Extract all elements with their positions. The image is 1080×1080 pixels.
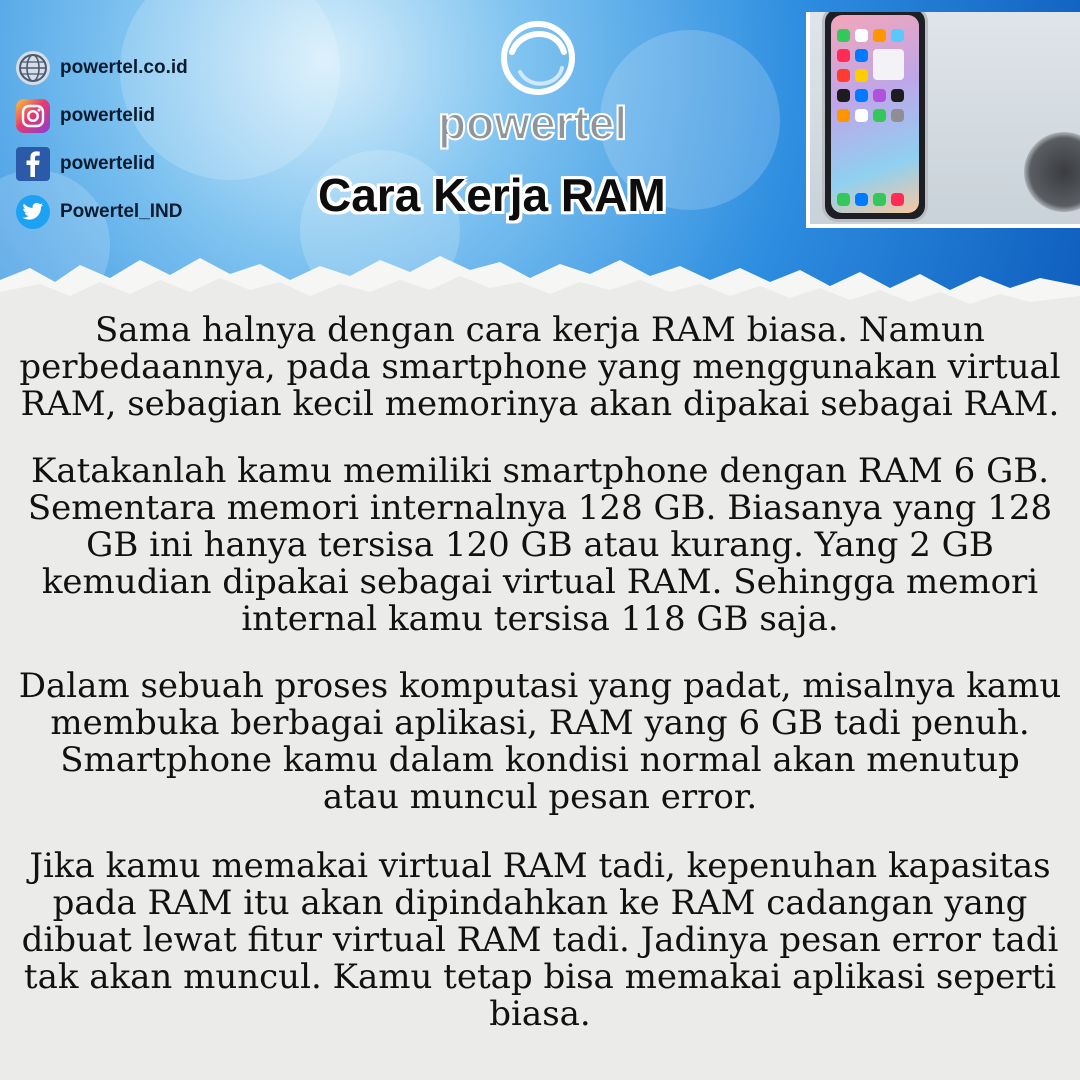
article-body bbox=[18, 312, 1062, 1063]
app-icon bbox=[855, 29, 868, 42]
dock-icon bbox=[855, 193, 868, 206]
facebook-icon bbox=[16, 147, 50, 181]
globe-icon bbox=[16, 51, 50, 85]
facebook-label: powertelid bbox=[60, 153, 156, 174]
microphone-foam bbox=[1024, 132, 1080, 212]
page-title: Cara Kerja RAM bbox=[318, 169, 666, 221]
app-icon bbox=[855, 109, 868, 122]
paragraph: Jika kamu memakai virtual RAM tadi, kepenuhan kapasitas pada RAM itu akan dipindahkan ke RAM cadangan yang dibuat lewat fitur virtual RAM tadi. Jadinya pesan error tadi tak akan muncul. Kamu tetap bisa memakai aplikasi seperti biasa. bbox=[21, 846, 1059, 1034]
phone-screen bbox=[831, 15, 919, 213]
app-icon bbox=[837, 49, 850, 62]
social-links bbox=[16, 44, 188, 236]
paragraph: Dalam sebuah proses komputasi yang padat, misalnya kamu membuka berbagai aplikasi, RAM yang 6 GB tadi penuh. Smartphone kamu dalam kondisi normal akan menutup atau muncul pesan error. bbox=[18, 666, 1062, 817]
social-twitter[interactable] bbox=[16, 188, 188, 236]
twitter-label: Powertel_IND bbox=[60, 201, 183, 222]
dock-icon bbox=[873, 193, 886, 206]
smartphone-photo bbox=[806, 12, 1080, 228]
app-icon bbox=[837, 69, 850, 82]
app-icon bbox=[891, 89, 904, 102]
social-website[interactable] bbox=[16, 44, 188, 92]
app-icon bbox=[891, 109, 904, 122]
torn-paper-edge bbox=[0, 230, 1080, 320]
app-icon bbox=[855, 89, 868, 102]
app-icon bbox=[873, 109, 886, 122]
paragraph: Katakanlah kamu memiliki smartphone dengan RAM 6 GB. Sementara memori internalnya 128 GB. Biasanya yang 128 GB ini hanya tersisa 120 GB atau kurang. Yang 2 GB kemudian dipakai sebagai virtual RAM. Sehingga memori internal kamu tersisa 118 GB saja. bbox=[27, 451, 1053, 639]
app-icon bbox=[873, 29, 886, 42]
widget-icon bbox=[873, 49, 904, 80]
app-icon bbox=[837, 109, 850, 122]
app-icon bbox=[837, 29, 850, 42]
app-icon bbox=[855, 69, 868, 82]
brand-name: powertel bbox=[438, 97, 628, 149]
app-icon bbox=[837, 89, 850, 102]
app-icon bbox=[873, 89, 886, 102]
social-instagram[interactable] bbox=[16, 92, 188, 140]
website-label: powertel.co.id bbox=[60, 57, 188, 78]
instagram-label: powertelid bbox=[60, 105, 156, 126]
app-icon bbox=[855, 49, 868, 62]
twitter-icon bbox=[16, 195, 50, 229]
instagram-icon bbox=[16, 99, 50, 133]
paragraph: Sama halnya dengan cara kerja RAM biasa. Namun perbedaannya, pada smartphone yang menggunakan virtual RAM, sebagian kecil memorinya akan dipakai sebagai RAM. bbox=[19, 310, 1061, 424]
dock-icon bbox=[837, 193, 850, 206]
social-facebook[interactable] bbox=[16, 140, 188, 188]
app-icon bbox=[891, 29, 904, 42]
smartphone-image bbox=[822, 12, 928, 222]
dock-icon bbox=[891, 193, 904, 206]
